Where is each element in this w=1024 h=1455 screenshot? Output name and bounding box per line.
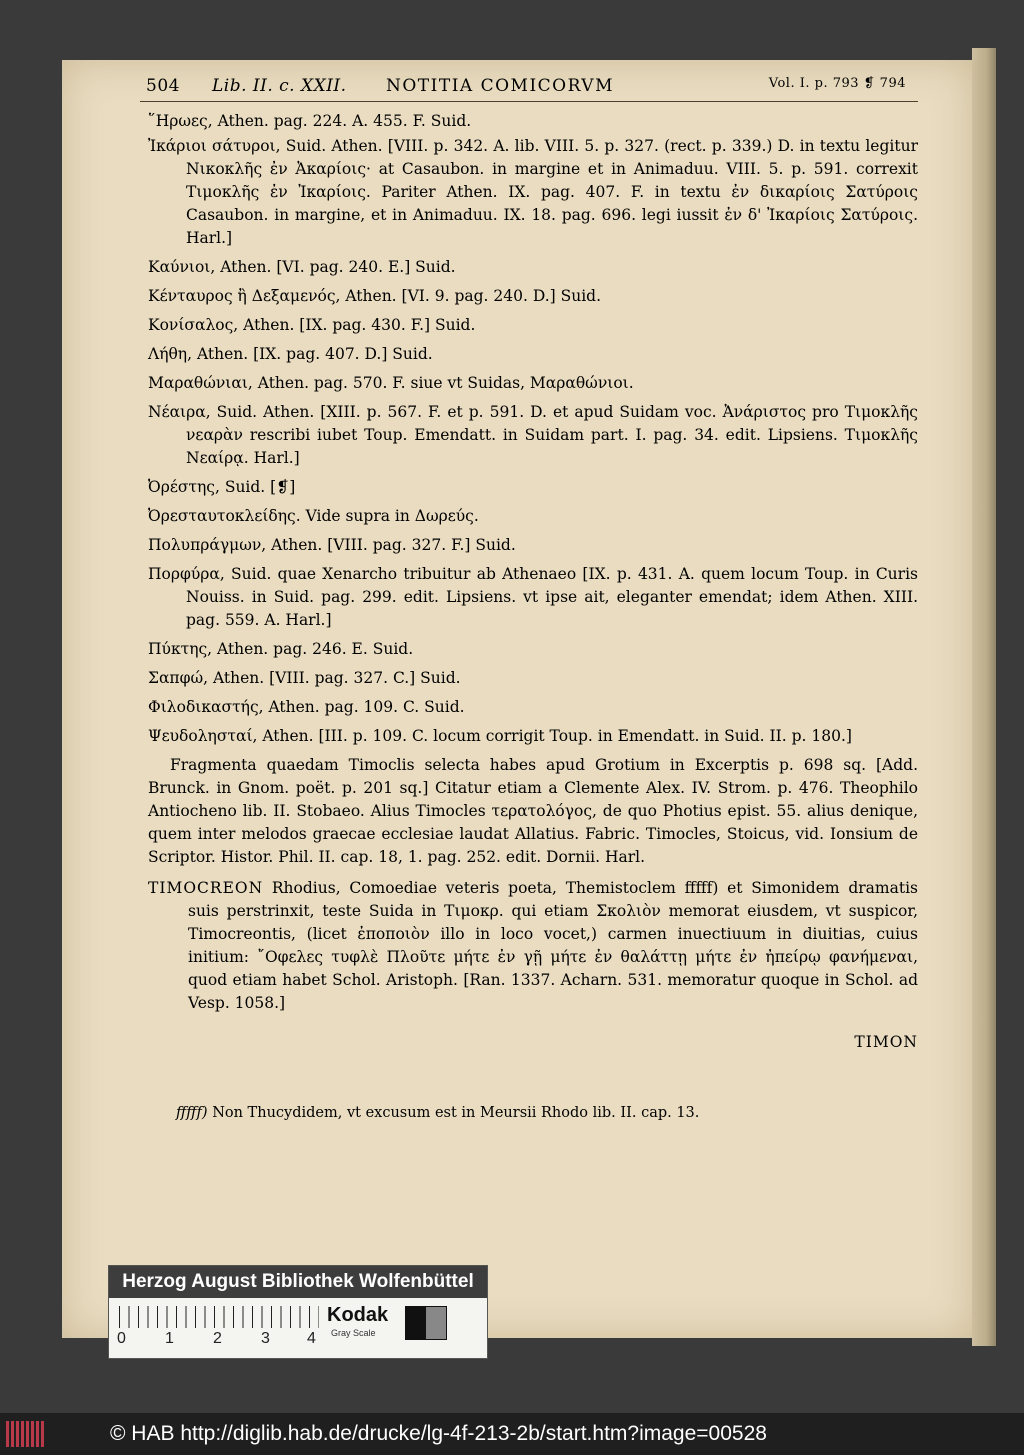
timocreon-text: Rhodius, Comoediae veteris poeta, Themistoclem fffff) et Simonidem dramatis suis perstrinxit, teste Suida in Τιμοκρ. qui etiam Σκολιὸν memorat eiusdem, vt suspicor, Timocreontis, (licet ἐποποιὸν illo in loco vocet,) carmen inuectiuum in diuitias, cuius initium: ῎Οφελες τυφλὲ Πλοῦτε μήτε ἐν γῇ μήτε ἐν θαλάττῃ μήτε ἐν ἠπείρῳ φανήμεναι, quod etiam habet Schol. Aristoph. [Ran. 1337. Acharn. 531. memoratur quoque in Schol. ad Vesp. 1058.] [188, 879, 918, 1012]
footnote [148, 1102, 918, 1125]
footer-bar [0, 1413, 1024, 1455]
running-head [146, 76, 906, 100]
chapter-ref: Lib. II. c. XXII. [212, 76, 347, 96]
scale-number: 2 [213, 1330, 222, 1347]
fragment-paragraph: Fragmenta quaedam Timoclis selecta habes apud Grotium in Excerptis p. 698 sq. [Add. Brunck. in Gnom. poët. p. 201 sq.] Citatur etiam a Clemente Alex. IV. Strom. p. 476. Theophilo Antiocheno lib. II. Stobaeo. Alius Timocles τερατολόγος, de quo Photius epist. 55. alius denique, quem inter melodos graecae ecclesiae laudat Allatius. Fabric. Timocles, Stoicus, vid. Ionsium de Scriptor. Histor. Phil. II. cap. 18, 1. pag. 252. edit. Dornii. Harl. [148, 756, 918, 866]
hab-logo-icon [6, 1421, 46, 1447]
entry-marathoniai: Μαραθώνιαι, Athen. pag. 570. F. siue vt Suidas, Μαραθώνιοι. [148, 374, 634, 392]
entry-philodikastes: Φιλοδικαστής, Athen. pag. 109. C. Suid. [148, 698, 465, 716]
entry-kaunioi: Καύνιοι, Athen. [VI. pag. 240. E.] Suid. [148, 258, 456, 276]
page-number: 504 [146, 76, 180, 96]
catchword: TIMON [854, 1032, 918, 1051]
page-edge [972, 48, 996, 1346]
entry-polypragmon: Πολυπράγμων, Athen. [VIII. pag. 327. F.] Suid. [148, 536, 516, 554]
running-title: NOTITIA COMICORVM [386, 76, 614, 96]
entry-neaira: Νέαιρα, Suid. Athen. [XIII. p. 567. F. et p. 591. D. et apud Suidam voc. Ἀνάριστος pro Τιμοκλῆς νεαρὰν rescribi iubet Toup. Emendatt. in Suidam part. I. pag. 34. edit. Lipsiens. Τιμοκλῆς Νεαίρᾳ. Harl.] [148, 403, 918, 467]
color-scale-card [108, 1265, 488, 1359]
entry-orestes: Ὀρέστης, Suid. [❡] [148, 478, 296, 496]
entry-lethe: Λήθη, Athen. [IX. pag. 407. D.] Suid. [148, 345, 433, 363]
gray-scale-label: Gray Scale [331, 1328, 376, 1338]
copyright-link[interactable]: © HAB http://diglib.hab.de/drucke/lg-4f-213-2b/start.htm?image=00528 [110, 1422, 767, 1445]
page-body [148, 110, 918, 1139]
footnote-spacer [148, 1069, 918, 1087]
timocreon-entry [148, 877, 918, 1015]
timocreon-heading: TIMOCREON [148, 879, 264, 897]
gray-scale-swatch [405, 1306, 447, 1340]
footnote-text: Non Thucydidem, vt excusum est in Meursii Rhodo lib. II. cap. 13. [212, 1104, 700, 1121]
entry-kentauros: Κένταυρος ἢ Δεξαμενός, Athen. [VI. 9. pag. 240. D.] Suid. [148, 287, 602, 305]
scale-number: 4 [307, 1330, 316, 1347]
entry-heroes: ῞Ηρωες, Athen. pag. 224. A. 455. F. Suid. [148, 112, 472, 130]
header-rule [140, 101, 918, 102]
volume-ref: Vol. I. p. 793 ❡ 794 [768, 76, 906, 91]
entry-pyktes: Πύκτης, Athen. pag. 246. E. Suid. [148, 640, 414, 658]
entry-konisalos: Κονίσαλος, Athen. [IX. pag. 430. F.] Suid. [148, 316, 476, 334]
kodak-logo: Kodak [327, 1304, 389, 1326]
ruler-ticks [119, 1306, 319, 1328]
entry-sappho: Σαπφώ, Athen. [VIII. pag. 327. C.] Suid. [148, 669, 461, 687]
entry-orestautokleides: Ὀρεσταυτοκλείδης. Vide supra in Δωρεύς. [148, 507, 479, 525]
entry-ikarioi: Ἰκάριοι σάτυροι, Suid. Athen. [VIII. p. 342. A. lib. VIII. 5. p. 327. (rect. p. 339.) D. in textu legitur Νικοκλῆς ἐν Ἀκαρίοις· at Casaubon. in margine et in Animaduu. VIII. 5. p. 591. correxit Τιμοκλῆς ἐν Ἰκαρίοις. Pariter Athen. IX. pag. 407. F. in textu ἐν δικαρίοις Σατύροις Casaubon. in margine, et in Animaduu. IX. 18. pag. 696. legi iussit ἐν δ' Ἰκαρίοις Σατύροις. Harl.] [148, 137, 918, 247]
entry-porphyra: Πορφύρα, Suid. quae Xenarcho tribuitur ab Athenaeo [IX. p. 431. A. quem locum Toup. in Curis Nouiss. in Suid. pag. 299. edit. Lipsiens. vt ipse ait, eleganter emendat; idem Athen. XIII. pag. 559. A. Harl.] [148, 565, 918, 629]
scale-number: 0 [117, 1330, 126, 1347]
scale-number: 1 [165, 1330, 174, 1347]
entry-pseudolestai: Ψευδολησταί, Athen. [III. p. 109. C. locum corrigit Toup. in Emendatt. in Suid. II. p. 180.] [148, 727, 852, 745]
scale-number: 3 [261, 1330, 270, 1347]
footnote-mark: fffff) [176, 1104, 208, 1121]
institution-label: Herzog August Bibliothek Wolfenbüttel [109, 1266, 487, 1298]
